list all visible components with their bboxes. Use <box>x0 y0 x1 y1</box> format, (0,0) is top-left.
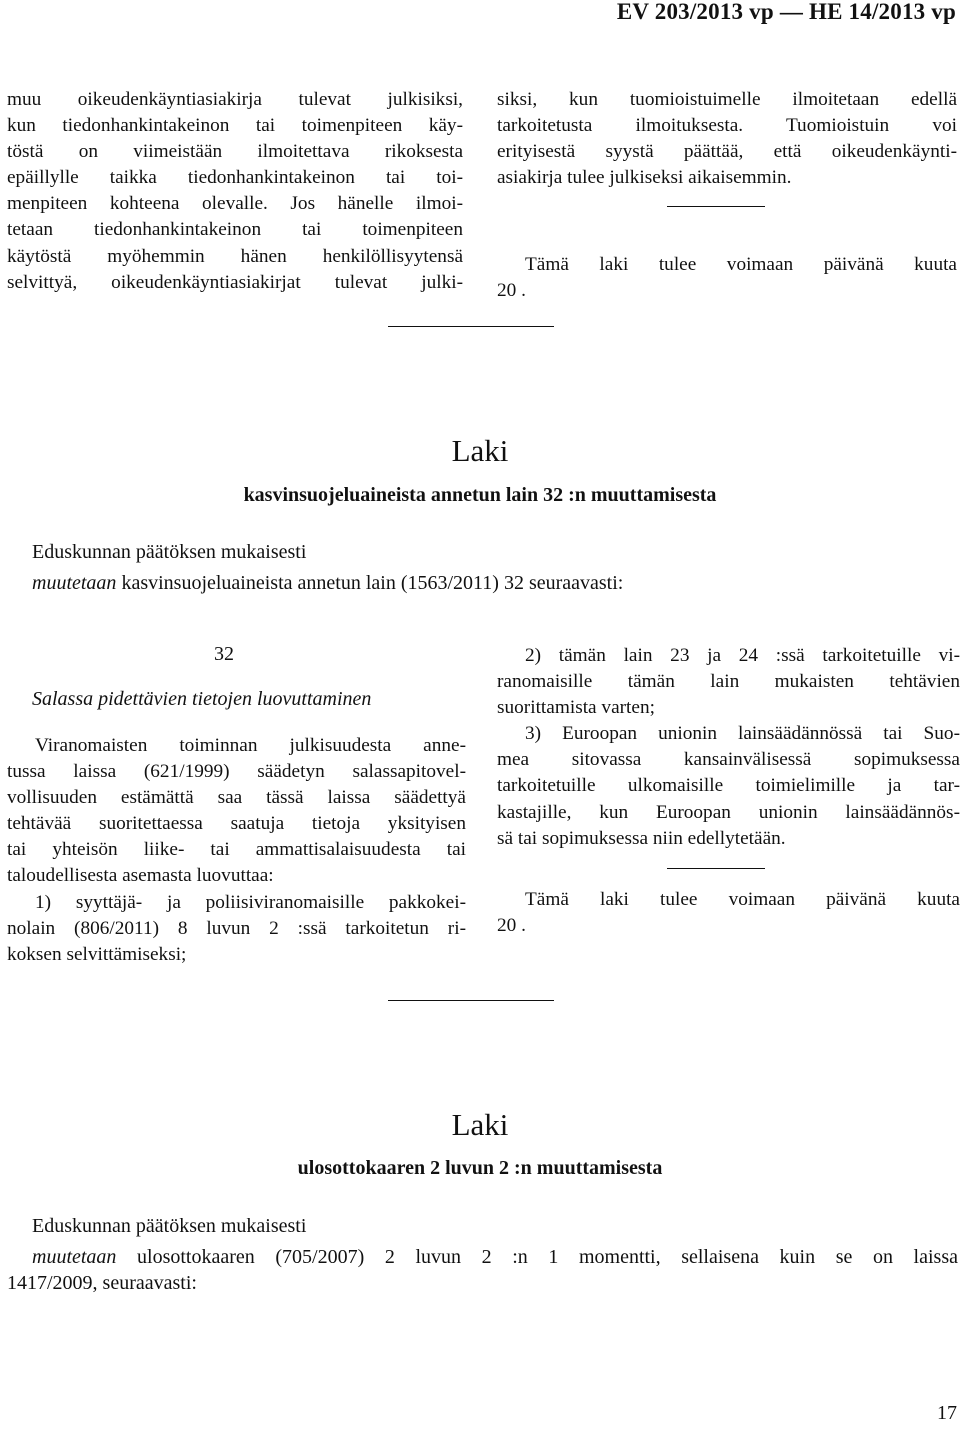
top-effective-clause <box>497 252 957 304</box>
effective-line: Tämä laki tulee voimaan päivänä kuuta <box>525 889 960 910</box>
section-end-rule <box>388 326 554 327</box>
law1-effective-clause <box>497 887 960 939</box>
law1-end-rule <box>388 1000 554 1001</box>
law2-enacting-clause: Eduskunnan päätöksen mukaisesti <box>32 1215 307 1237</box>
law1-right-separator <box>667 868 765 869</box>
effective-year: 20 . <box>497 915 526 937</box>
text-line: koksen selvittämiseksi; <box>7 943 187 965</box>
text-line: vollisuuden estämättä saa tässä laissa säädettyä <box>7 787 466 809</box>
law1-amendment-intro <box>32 572 623 595</box>
text-line: sä tai sopimuksessa niin edellytetään. <box>497 827 786 849</box>
law1-section-heading: Salassa pidettävien tietojen luovuttaminen <box>32 688 372 710</box>
law1-left-column <box>7 733 466 968</box>
law2-title: Laki <box>451 1107 509 1142</box>
top-right-column <box>497 87 957 191</box>
top-left-column <box>7 87 463 296</box>
text-line: suorittamista varten; <box>497 697 655 719</box>
text-line: siksi, kun tuomioistuimelle ilmoitetaan edellä <box>497 89 957 110</box>
running-header: EV 203/2013 vp — HE 14/2013 vp <box>616 0 956 24</box>
text-line: 3) Euroopan unionin lainsäädännössä tai Suo- <box>525 723 960 745</box>
text-line: kun tiedonhankintakeinon tai toimenpiteen käy- <box>7 115 463 137</box>
law1-enacting-clause: Eduskunnan päätöksen mukaisesti <box>32 541 307 563</box>
text-line: 2) tämän lain 23 ja 24 :ssä tarkoitetuille vi- <box>525 645 960 666</box>
text-line: mea sitovassa kansainvälisessä sopimuksessa <box>497 749 960 771</box>
text-line: erityisestä syystä päättää, että oikeudenkäynti- <box>497 141 957 163</box>
law1-right-column <box>497 643 960 852</box>
text-line: asiakirja tulee julkiseksi aikaisemmin. <box>497 167 792 189</box>
text-line: tehtävää suoritettaessa saatuja tietoja yksityisen <box>7 813 466 835</box>
law2-subtitle: ulosottokaaren 2 luvun 2 :n muuttamisesta <box>297 1157 663 1179</box>
amend-verb: muutetaan <box>32 572 117 594</box>
law1-title: Laki <box>451 433 509 468</box>
amend-line-2: 1417/2009, seuraavasti: <box>7 1272 197 1295</box>
text-line: käytöstä myöhemmin hänen henkilöllisyytensä <box>7 245 463 267</box>
law2-amendment-intro <box>7 1244 958 1296</box>
effective-year: 20 . <box>497 280 526 302</box>
amend-text: kasvinsuojeluaineista annetun lain (1563/2011) 32 seuraavasti: <box>116 572 624 594</box>
text-line: nolain (806/2011) 8 luvun 2 :ssä tarkoitetun ri- <box>7 917 466 939</box>
text-line: kastajille, kun Euroopan unionin lainsäädännös- <box>497 801 960 823</box>
amend-text: ulosottokaaren (705/2007) 2 luvun 2 :n 1 momentti, sellaisena kuin se on laissa <box>116 1246 958 1268</box>
text-line: Viranomaisten toiminnan julkisuudesta anne- <box>35 735 466 756</box>
text-line: tai yhteisön liike- tai ammattisalaisuudesta tai <box>7 839 466 861</box>
effective-line: Tämä laki tulee voimaan päivänä kuuta <box>525 254 957 275</box>
text-line: tussa laissa (621/1999) säädetyn salassapitovel- <box>7 761 466 783</box>
law1-section-number: 32 <box>214 643 234 665</box>
top-right-separator <box>667 206 765 207</box>
text-line: selvittyä, oikeudenkäyntiasiakirjat tulevat julki- <box>7 271 463 293</box>
text-line: tetaan tiedonhankintakeinon tai toimenpiteen <box>7 219 463 241</box>
text-line: tarkoitetusta ilmoituksesta. Tuomioistuin voi <box>497 115 957 137</box>
amend-verb: muutetaan <box>32 1246 117 1268</box>
text-line: ranomaisille tämän lain mukaisten tehtävien <box>497 671 960 693</box>
text-line: menpiteen kohteena olevalle. Jos hänelle ilmoi- <box>7 193 463 215</box>
text-line: epäillylle taikka tiedonhankintakeinon tai toi- <box>7 167 463 189</box>
text-line: töstä on viimeistään ilmoitettava rikoksesta <box>7 141 463 163</box>
page-number: 17 <box>937 1402 957 1424</box>
text-line: 1) syyttäjä- ja poliisiviranomaisille pakkokei- <box>35 891 466 913</box>
text-line: taloudellisesta asemasta luovuttaa: <box>7 865 274 887</box>
amend-line-1 <box>7 1244 958 1270</box>
text-line: muu oikeudenkäyntiasiakirja tulevat julkisiksi, <box>7 89 463 110</box>
law1-subtitle: kasvinsuojeluaineista annetun lain 32 :n muuttamisesta <box>243 484 717 506</box>
text-line: tarkoitetuille ulkomaisille toimielimille ja tar- <box>497 775 960 797</box>
